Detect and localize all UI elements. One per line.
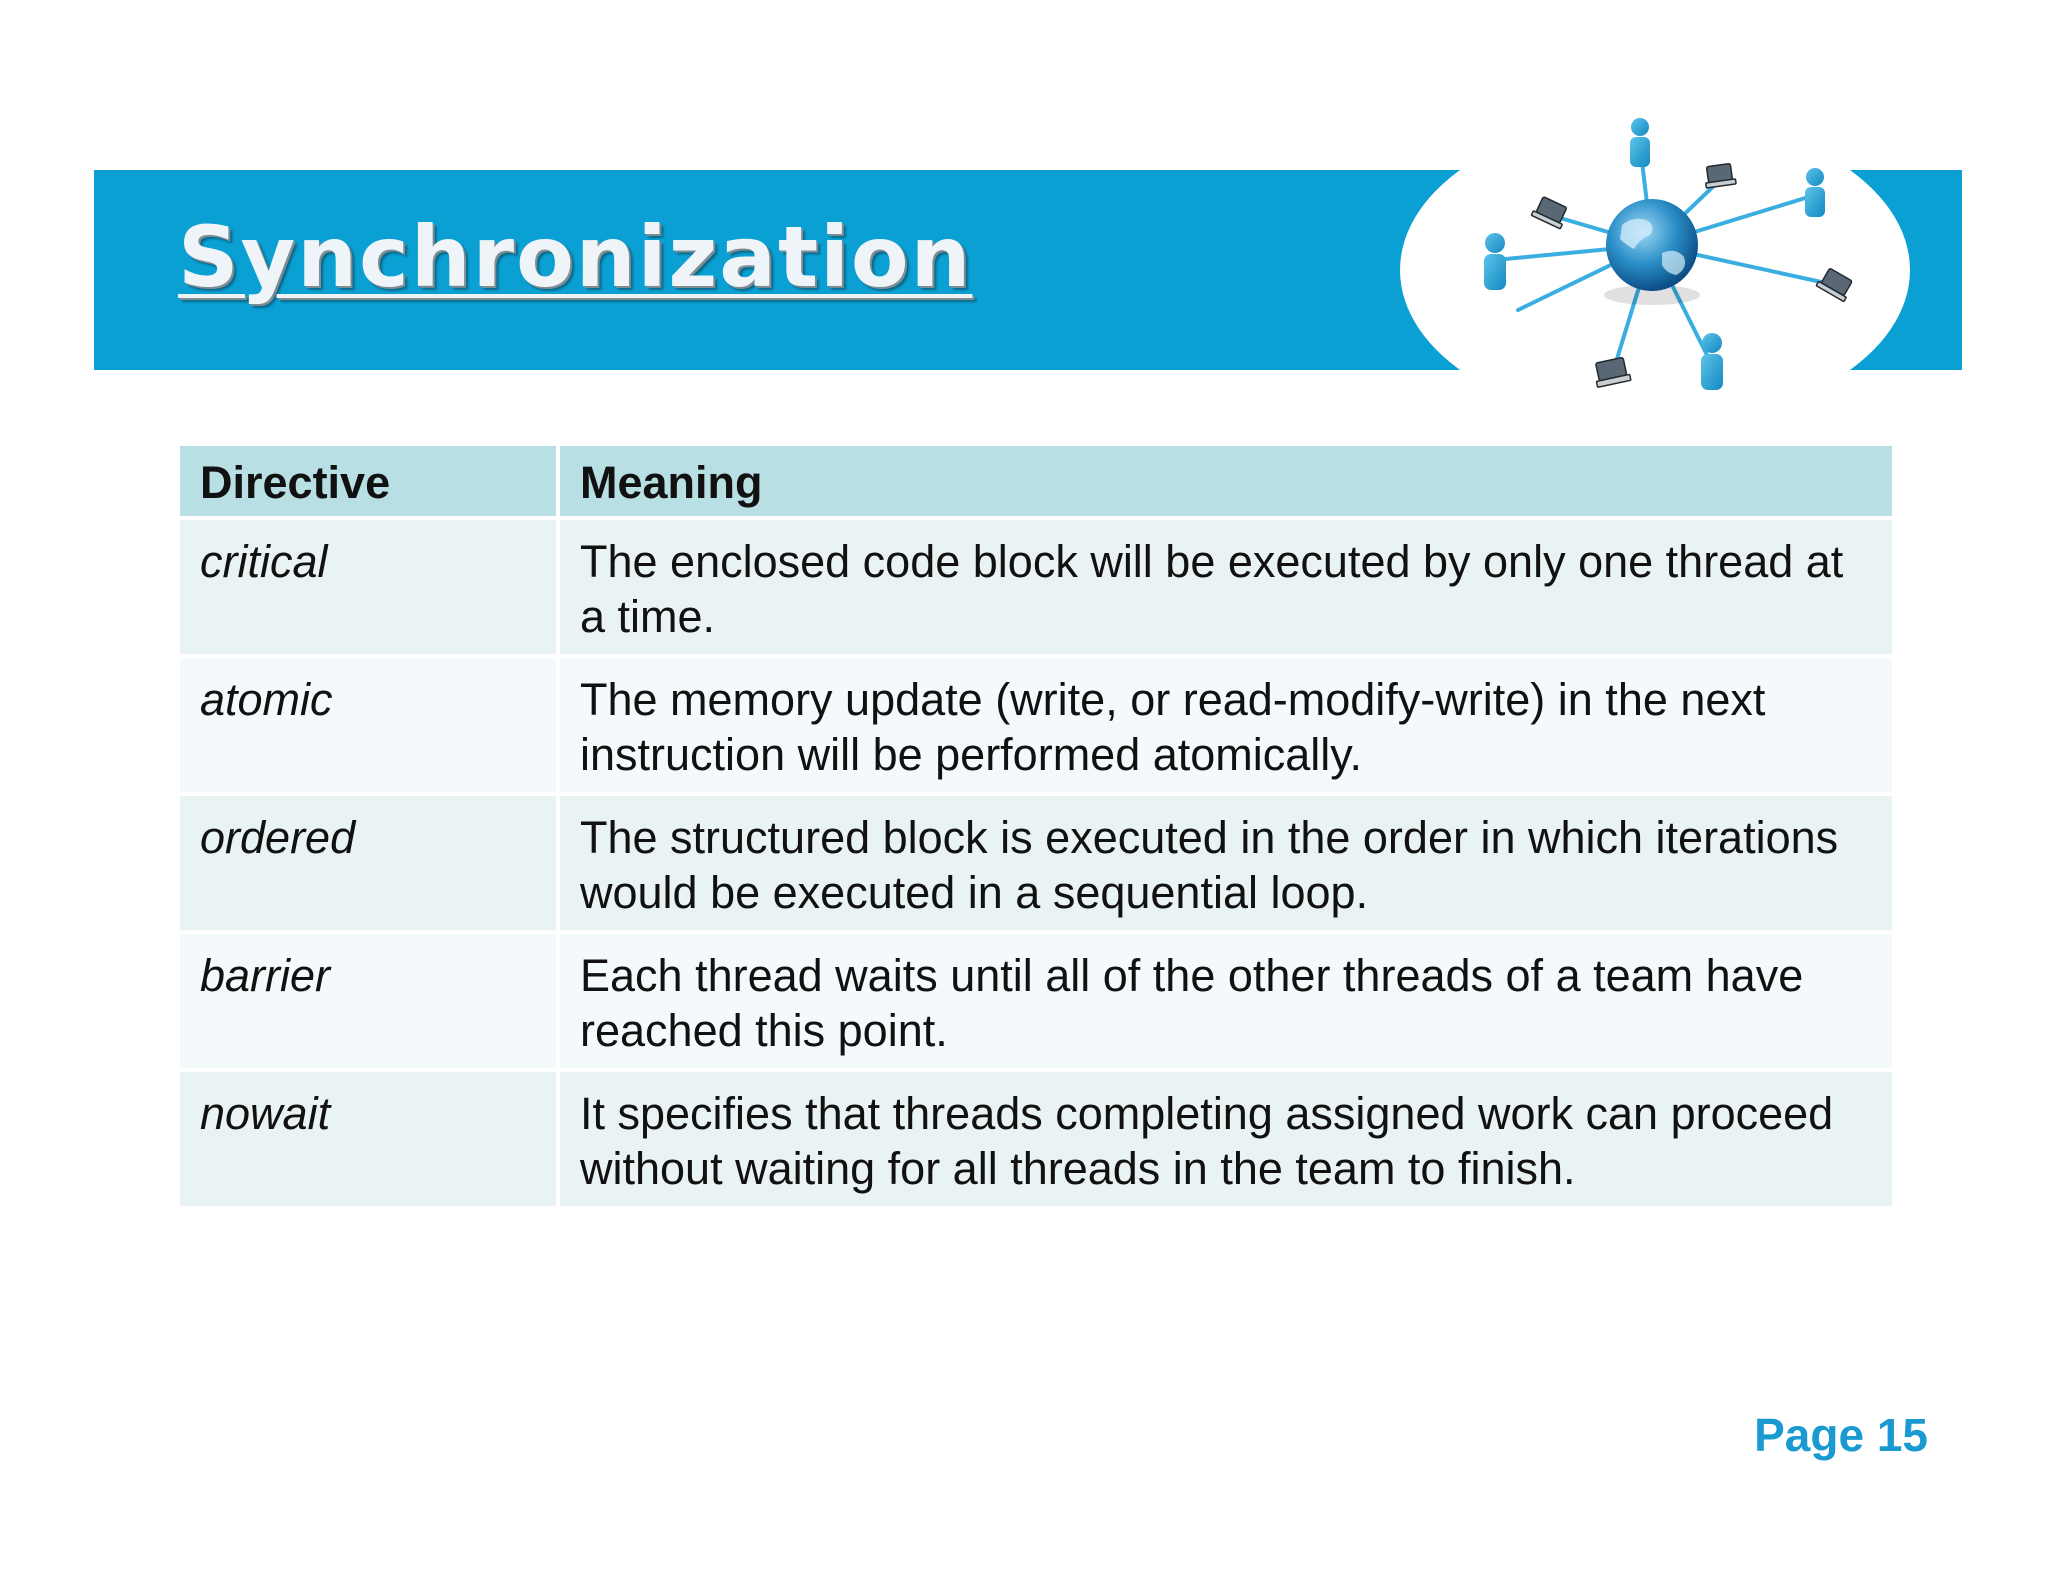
network-globe-icon (1400, 115, 1910, 425)
table-row (180, 520, 1892, 654)
directive-cell: atomic (180, 658, 560, 792)
table-row (180, 934, 1892, 1068)
directive-cell: critical (180, 520, 560, 654)
table-row (180, 658, 1892, 792)
directive-cell: nowait (180, 1072, 560, 1206)
meaning-cell: The enclosed code block will be executed by only one thread at a time. (560, 520, 1892, 654)
meaning-cell: Each thread waits until all of the other threads of a team have reached this point. (560, 934, 1892, 1068)
page-number: Page 15 (1754, 1409, 1928, 1461)
table-row (180, 796, 1892, 930)
meaning-cell: The structured block is executed in the order in which iterations would be executed in a sequential loop. (560, 796, 1892, 930)
directive-cell: barrier (180, 934, 560, 1068)
directive-cell: ordered (180, 796, 560, 930)
column-header-directive: Directive (180, 446, 560, 516)
table-header-row (180, 446, 1892, 516)
meaning-cell: The memory update (write, or read-modify-write) in the next instruction will be performed atomically. (560, 658, 1892, 792)
column-header-meaning: Meaning (560, 446, 1892, 516)
meaning-cell: It specifies that threads completing assigned work can proceed without waiting for all threads in the team to finish. (560, 1072, 1892, 1206)
table-row (180, 1072, 1892, 1206)
slide-title: Synchronization (178, 208, 973, 306)
directive-table (180, 442, 1892, 1210)
